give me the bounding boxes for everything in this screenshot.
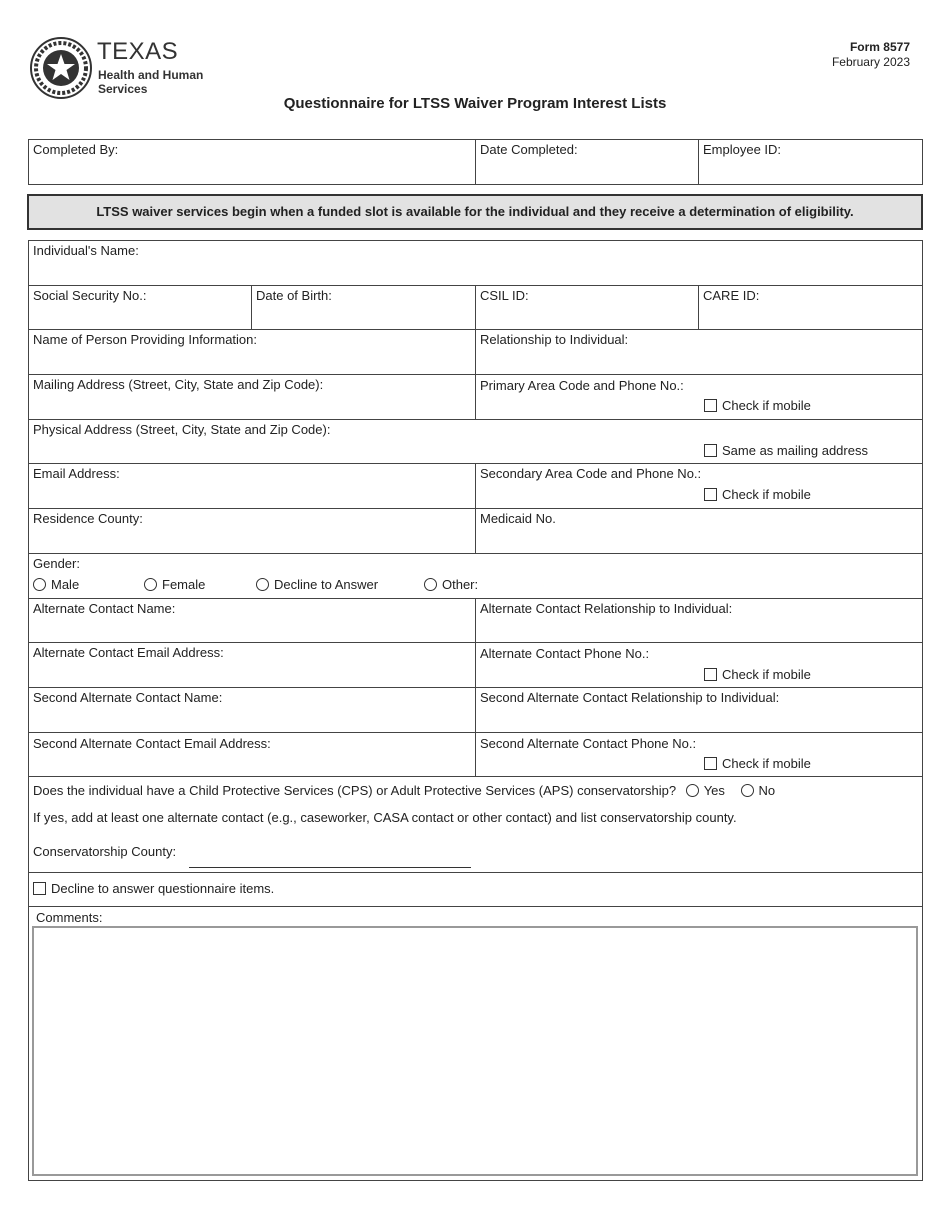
email-label: Email Address: bbox=[33, 466, 120, 481]
texas-seal-icon bbox=[30, 37, 92, 99]
date-completed-label: Date Completed: bbox=[480, 142, 578, 157]
decline-option[interactable] bbox=[33, 881, 274, 896]
alt-contact-phone-field[interactable] bbox=[475, 642, 923, 688]
provider-name-label: Name of Person Providing Information: bbox=[33, 332, 257, 347]
care-id-label: CARE ID: bbox=[703, 288, 760, 303]
second-alt-name-field[interactable] bbox=[28, 687, 476, 733]
care-id-field[interactable] bbox=[698, 285, 923, 330]
conservatorship-question: Does the individual have a Child Protective Services (CPS) or Adult Protective Services (APS) conservatorship? bbox=[33, 783, 677, 798]
ssn-field[interactable] bbox=[28, 285, 252, 330]
alt-contact-phone-label: Alternate Contact Phone No.: bbox=[480, 646, 650, 661]
mailing-address-label: Mailing Address (Street, City, State and Zip Code): bbox=[33, 377, 324, 392]
gender-female-radio[interactable] bbox=[144, 578, 157, 591]
second-alt-name-label: Second Alternate Contact Name: bbox=[33, 690, 223, 705]
conservatorship-question-row bbox=[33, 783, 775, 798]
physical-address-label: Physical Address (Street, City, State and Zip Code): bbox=[33, 422, 331, 437]
form-date: February 2023 bbox=[831, 55, 910, 69]
medicaid-no-field[interactable] bbox=[475, 508, 923, 554]
page-title: Questionnaire for LTSS Waiver Program Interest Lists bbox=[283, 95, 667, 112]
completed-by-label: Completed By: bbox=[33, 142, 119, 157]
provider-name-field[interactable] bbox=[28, 329, 476, 375]
email-field[interactable] bbox=[28, 463, 476, 509]
decline-label: Decline to answer questionnaire items. bbox=[51, 881, 275, 896]
decline-checkbox[interactable] bbox=[33, 882, 46, 895]
medicaid-no-label: Medicaid No. bbox=[480, 511, 556, 526]
date-completed-field[interactable] bbox=[475, 139, 699, 185]
mailing-address-field[interactable] bbox=[28, 374, 476, 420]
individual-name-field[interactable] bbox=[28, 240, 923, 286]
alt-contact-name-label: Alternate Contact Name: bbox=[33, 601, 176, 616]
second-alt-mobile-checkbox[interactable] bbox=[704, 757, 717, 770]
logo-agency bbox=[98, 68, 203, 96]
conservatorship-yes-radio[interactable] bbox=[686, 784, 699, 797]
alt-contact-name-field[interactable] bbox=[28, 598, 476, 643]
alt-mobile-option bbox=[704, 667, 811, 682]
conservatorship-section bbox=[28, 776, 923, 873]
dob-field[interactable] bbox=[251, 285, 476, 330]
alt-contact-relationship-field[interactable] bbox=[475, 598, 923, 643]
ssn-label: Social Security No.: bbox=[33, 288, 147, 303]
secondary-phone-field[interactable] bbox=[475, 463, 923, 509]
eligibility-banner: LTSS waiver services begin when a funded slot is available for the individual and they receive a determination of eligibility. bbox=[27, 194, 923, 230]
employee-id-label: Employee ID: bbox=[703, 142, 782, 157]
comments-textarea[interactable] bbox=[32, 926, 918, 1176]
second-alt-relationship-field[interactable] bbox=[475, 687, 923, 733]
gender-other-radio[interactable] bbox=[424, 578, 437, 591]
gender-male-radio[interactable] bbox=[33, 578, 46, 591]
gender-decline-radio[interactable] bbox=[256, 578, 269, 591]
conservatorship-yes-label: Yes bbox=[703, 783, 725, 798]
alt-contact-email-label: Alternate Contact Email Address: bbox=[33, 645, 224, 660]
primary-phone-label: Primary Area Code and Phone No.: bbox=[480, 378, 684, 393]
secondary-mobile-checkbox[interactable] bbox=[704, 488, 717, 501]
gender-option-decline[interactable] bbox=[256, 577, 378, 592]
gender-option-female[interactable] bbox=[144, 577, 205, 592]
primary-phone-field[interactable] bbox=[475, 374, 923, 420]
second-alt-email-label: Second Alternate Contact Email Address: bbox=[33, 736, 271, 751]
residence-county-label: Residence County: bbox=[33, 511, 143, 526]
csil-id-field[interactable] bbox=[475, 285, 699, 330]
gender-field bbox=[28, 553, 923, 599]
alt-contact-relationship-label: Alternate Contact Relationship to Individual: bbox=[480, 601, 733, 616]
same-as-mailing-option bbox=[704, 443, 868, 458]
residence-county-field[interactable] bbox=[28, 508, 476, 554]
logo-state: TEXAS bbox=[97, 38, 179, 65]
logo-line2: Services bbox=[98, 82, 148, 96]
conservatorship-no-label: No bbox=[758, 783, 776, 798]
gender-male-label: Male bbox=[51, 577, 80, 592]
secondary-phone-label: Secondary Area Code and Phone No.: bbox=[480, 466, 702, 481]
second-alt-phone-label: Second Alternate Contact Phone No.: bbox=[480, 736, 697, 751]
conservatorship-yes-option[interactable] bbox=[686, 783, 725, 798]
gender-option-male[interactable] bbox=[33, 577, 79, 592]
employee-id-field[interactable] bbox=[698, 139, 923, 185]
conservatorship-county-label: Conservatorship County: bbox=[33, 844, 177, 859]
primary-mobile-option bbox=[704, 398, 811, 413]
same-as-mailing-checkbox[interactable] bbox=[704, 444, 717, 457]
gender-female-label: Female bbox=[162, 577, 206, 592]
conservatorship-no-radio[interactable] bbox=[741, 784, 754, 797]
conservatorship-county-input[interactable] bbox=[189, 852, 471, 868]
gender-other-label: Other: bbox=[442, 577, 479, 592]
secondary-mobile-option bbox=[704, 487, 811, 502]
conservatorship-instruction: If yes, add at least one alternate contact (e.g., caseworker, CASA contact or other contact) and list conservatorship county. bbox=[33, 810, 737, 825]
primary-mobile-label: Check if mobile bbox=[722, 398, 811, 413]
relationship-label: Relationship to Individual: bbox=[480, 332, 629, 347]
gender-option-other[interactable] bbox=[424, 577, 478, 592]
secondary-mobile-label: Check if mobile bbox=[722, 487, 811, 502]
dob-label: Date of Birth: bbox=[256, 288, 332, 303]
decline-section bbox=[28, 872, 923, 907]
gender-decline-label: Decline to Answer bbox=[274, 577, 379, 592]
second-alt-mobile-option bbox=[704, 756, 811, 771]
comments-label: Comments: bbox=[36, 910, 103, 925]
second-alt-relationship-label: Second Alternate Contact Relationship to Individual: bbox=[480, 690, 780, 705]
second-alt-email-field[interactable] bbox=[28, 732, 476, 777]
conservatorship-no-option[interactable] bbox=[741, 783, 776, 798]
csil-id-label: CSIL ID: bbox=[480, 288, 529, 303]
second-alt-phone-field[interactable] bbox=[475, 732, 923, 777]
alt-mobile-label: Check if mobile bbox=[722, 667, 811, 682]
same-as-mailing-label: Same as mailing address bbox=[722, 443, 868, 458]
primary-mobile-checkbox[interactable] bbox=[704, 399, 717, 412]
logo-line1: Health and Human bbox=[98, 68, 204, 82]
relationship-field[interactable] bbox=[475, 329, 923, 375]
completed-by-field[interactable] bbox=[28, 139, 476, 185]
alt-mobile-checkbox[interactable] bbox=[704, 668, 717, 681]
second-alt-mobile-label: Check if mobile bbox=[722, 756, 811, 771]
form-number: Form 8577 bbox=[849, 40, 910, 54]
physical-address-field[interactable] bbox=[28, 419, 923, 464]
alt-contact-email-field[interactable] bbox=[28, 642, 476, 688]
gender-label: Gender: bbox=[33, 556, 80, 571]
individual-name-label: Individual's Name: bbox=[33, 243, 139, 258]
